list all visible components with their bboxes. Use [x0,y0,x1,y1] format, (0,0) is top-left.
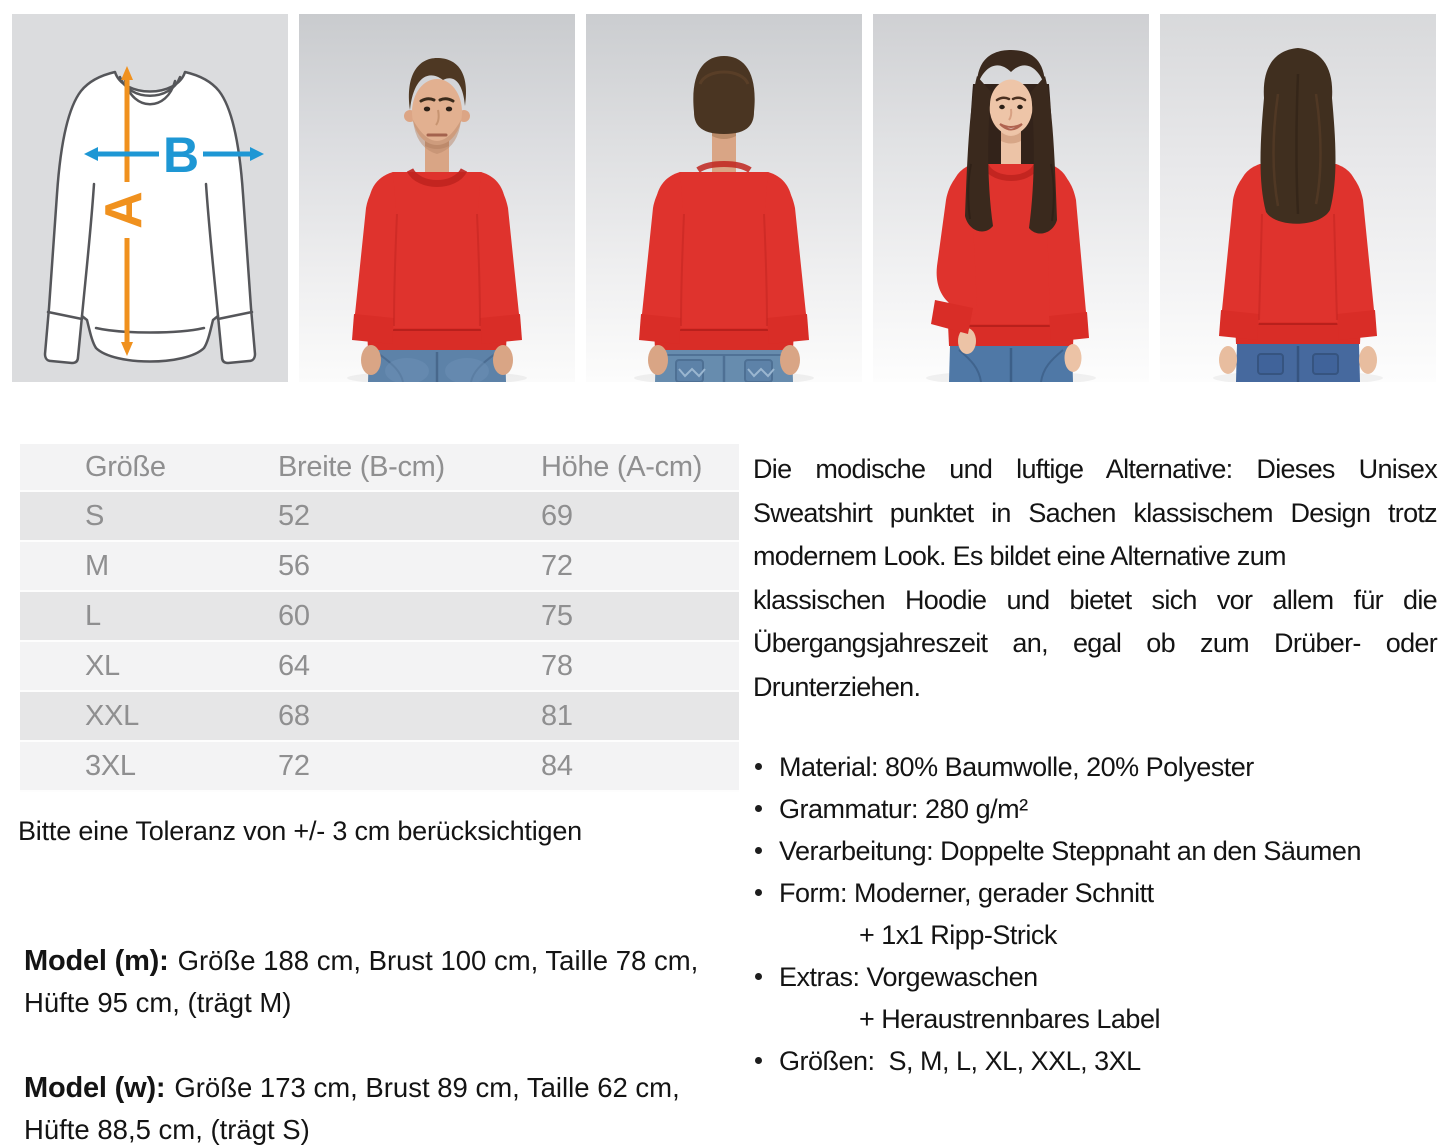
size-table-cell: M [20,542,278,592]
feature-text: + Heraustrennbares Label [859,1004,1160,1034]
tolerance-note: Bitte eine Toleranz von +/- 3 cm berücksichtigen [18,816,582,846]
eye [446,107,452,112]
hair-back [693,56,754,134]
feature-item [753,746,1443,788]
model-m-info [24,940,730,1023]
hand [361,345,381,375]
bullet-dot-icon [753,872,779,914]
cuff [1337,310,1377,340]
cuff [1219,310,1259,340]
size-table-cell: 72 [278,742,541,792]
product-description [753,448,1437,709]
bullet-dot-icon [753,830,779,872]
feature-item [753,1040,1443,1082]
cuff [480,314,522,344]
hand [780,345,800,375]
model-w-info [24,1067,730,1145]
cuff [352,314,394,344]
description-line: Drunterziehen. [753,671,921,702]
feature-text: Grammatur: 280 g/m² [779,794,1028,824]
hand [648,345,668,375]
label-a: A [95,191,153,229]
feature-text: Material: 80% Baumwolle, 20% Polyester [779,752,1254,782]
feature-item [753,872,1443,914]
male-front-illustration [299,14,575,382]
hand [1219,346,1237,374]
description-line: Die modische und luftige Alternative: Dieses Unisex [753,454,1437,484]
label-b: B [162,127,200,183]
size-table-cell: 69 [541,492,739,542]
size-table-cell: L [20,592,278,642]
size-table-row [20,542,739,592]
feature-text: Form: Moderner, gerader Schnitt [779,878,1154,908]
sweatshirt-measure-diagram [12,14,288,382]
size-table-cell: 68 [278,692,541,742]
product-image-gallery [12,14,1436,382]
feature-text: Extras: Vorgewaschen [779,962,1038,992]
hand [1065,344,1082,372]
feature-continuation [753,998,1443,1040]
size-table-cell: 64 [278,642,541,692]
size-table-cell: 52 [278,492,541,542]
description-line: Übergangsjahreszeit an, egal ob zum Drüber- oder [753,628,1437,658]
model-m-label: Model (m): [24,944,169,977]
size-table-cell: 75 [541,592,739,642]
photo-male-back [586,14,862,382]
size-table-header-row [20,444,739,492]
size-table-row [20,492,739,542]
feature-item [753,956,1443,998]
size-table [20,444,739,792]
female-back-illustration [1160,14,1436,382]
feature-text: Größen: S, M, L, XL, XXL, 3XL [779,1046,1141,1076]
size-table-cell: 72 [541,542,739,592]
size-table-header-cell: Höhe (A-cm) [541,444,739,492]
model-w-label: Model (w): [24,1071,166,1104]
eye [1017,105,1023,109]
size-table-cell: 81 [541,692,739,742]
size-table-cell: 60 [278,592,541,642]
feature-text: Verarbeitung: Doppelte Steppnaht an den Säumen [779,836,1361,866]
size-table-cell: 3XL [20,742,278,792]
eye [424,107,430,112]
size-table-cell: 78 [541,642,739,692]
bullet-dot-icon [753,956,779,998]
size-table-cell: 84 [541,742,739,792]
hand [1359,346,1377,374]
cuff [1049,312,1089,342]
size-table-cell: S [20,492,278,542]
feature-continuation [753,914,1443,956]
bullet-dot-icon [753,1040,779,1082]
feature-item [753,830,1443,872]
size-table-cell: XXL [20,692,278,742]
size-diagram-image [12,14,288,382]
bullet-dot-icon [753,746,779,788]
size-table-row [20,692,739,742]
cuff [639,314,681,344]
size-table-row [20,642,739,692]
description-line: klassischen Hoodie und bietet sich vor allem für die [753,584,1437,615]
feature-list [753,746,1443,1082]
photo-female-back [1160,14,1436,382]
eye [999,105,1005,109]
bullet-dot-icon [753,788,779,830]
cuff [767,314,809,344]
size-table-row [20,742,739,792]
feature-text: + 1x1 Ripp-Strick [859,920,1057,950]
hand [493,345,513,375]
size-table-cell: XL [20,642,278,692]
model-m-measurements: Größe 188 cm, Brust 100 cm, Taille 78 cm, Hüfte 95 cm, (trägt M) [24,944,699,1018]
photo-male-front [299,14,575,382]
description-line: modernem Look. Es bildet eine Alternative zum [753,541,1286,571]
feature-item [753,788,1443,830]
description-line: Sweatshirt punktet in Sachen klassischem Design trotz [753,497,1437,528]
photo-female-front [873,14,1149,382]
model-w-measurements: Größe 173 cm, Brust 89 cm, Taille 62 cm, Hüfte 88,5 cm, (trägt S) [24,1071,680,1145]
male-back-illustration [586,14,862,382]
female-front-illustration [873,14,1149,382]
size-table-header-cell: Breite (B-cm) [278,444,541,492]
size-table-header-cell: Größe [20,444,278,492]
size-table-row [20,592,739,642]
size-table-cell: 56 [278,542,541,592]
